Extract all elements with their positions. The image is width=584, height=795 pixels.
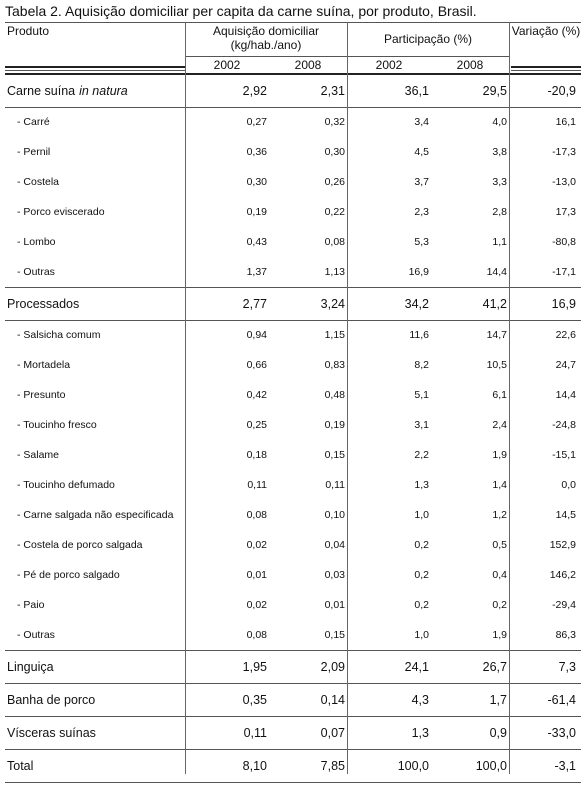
row-value: 2,09 xyxy=(320,659,345,674)
header-produto: Produto xyxy=(7,24,50,38)
row-value: 0,08 xyxy=(324,236,345,248)
row-value: 0,26 xyxy=(324,176,345,188)
row-value: 4,5 xyxy=(414,146,429,158)
row-value: 1,0 xyxy=(414,629,429,641)
table-row-item xyxy=(5,320,581,350)
header-variacao: Variação (%) xyxy=(511,24,581,38)
row-value: 0,5 xyxy=(492,539,507,551)
table-row-item xyxy=(5,440,581,470)
row-label: - Lombo xyxy=(17,236,56,248)
row-value: 0,08 xyxy=(246,509,267,521)
row-value: 6,1 xyxy=(492,389,507,401)
row-value: 0,42 xyxy=(246,389,267,401)
row-value: 0,27 xyxy=(246,116,267,128)
header-rule-right-a xyxy=(511,66,581,68)
row-value: 16,9 xyxy=(408,266,429,278)
row-value: 3,3 xyxy=(492,176,507,188)
row-value: 0,35 xyxy=(242,692,267,707)
row-value: 24,1 xyxy=(404,659,429,674)
row-value: 1,9 xyxy=(492,629,507,641)
row-value: 0,14 xyxy=(320,692,345,707)
row-value: 0,2 xyxy=(414,539,429,551)
table-row-item xyxy=(5,197,581,227)
row-value: 0,30 xyxy=(324,146,345,158)
year-participacao-2008: 2008 xyxy=(456,58,484,72)
row-value: 0,4 xyxy=(492,569,507,581)
row-divider xyxy=(5,782,581,783)
row-value: 14,5 xyxy=(555,509,576,521)
table-row-category xyxy=(5,749,581,782)
row-value: 3,4 xyxy=(414,116,429,128)
row-value: 3,7 xyxy=(414,176,429,188)
row-label: - Porco eviscerado xyxy=(17,206,105,218)
row-value: 0,36 xyxy=(246,146,267,158)
table-row-item xyxy=(5,620,581,650)
row-value: 0,2 xyxy=(414,569,429,581)
row-value: 10,5 xyxy=(486,359,507,371)
row-value: 0,02 xyxy=(246,539,267,551)
row-value: 0,10 xyxy=(324,509,345,521)
table-row-category xyxy=(5,650,581,683)
row-value: 0,07 xyxy=(320,725,345,740)
row-value: -29,4 xyxy=(552,599,576,611)
row-value: 0,94 xyxy=(246,329,267,341)
row-label: - Outras xyxy=(17,266,55,278)
table-row-item xyxy=(5,560,581,590)
row-label: - Carne salgada não especificada xyxy=(17,509,174,521)
table-row-item xyxy=(5,137,581,167)
row-value: -80,8 xyxy=(552,236,576,248)
row-value: 100,0 xyxy=(475,758,507,773)
year-aquisicao-2008: 2008 xyxy=(294,58,322,72)
row-value: 7,3 xyxy=(558,659,576,674)
row-value: 0,19 xyxy=(246,206,267,218)
row-value: 1,3 xyxy=(414,479,429,491)
row-value: 0,01 xyxy=(246,569,267,581)
header-rule-left-b xyxy=(5,70,185,71)
table-row-category xyxy=(5,716,581,749)
row-value: 0,11 xyxy=(243,725,267,740)
col-divider-3 xyxy=(509,22,510,774)
table-row-item xyxy=(5,227,581,257)
row-value: 14,4 xyxy=(555,389,576,401)
row-value: 1,1 xyxy=(492,236,507,248)
row-value: 0,19 xyxy=(324,419,345,431)
row-value: 2,8 xyxy=(492,206,507,218)
row-value: -17,3 xyxy=(552,146,576,158)
row-value: 0,02 xyxy=(246,599,267,611)
row-value: 0,08 xyxy=(246,629,267,641)
row-label: - Salame xyxy=(17,449,60,461)
row-value: 0,03 xyxy=(324,569,345,581)
row-value: 0,30 xyxy=(246,176,267,188)
col-divider-1 xyxy=(185,22,186,774)
row-label: - Salsicha comum xyxy=(17,329,101,341)
row-value: 1,95 xyxy=(242,659,267,674)
row-value: -20,9 xyxy=(547,83,576,98)
row-value: 29,5 xyxy=(482,83,507,98)
row-value: 4,0 xyxy=(492,116,507,128)
row-value: 0,48 xyxy=(324,389,345,401)
row-value: 0,11 xyxy=(325,479,345,491)
year-aquisicao-2002: 2002 xyxy=(213,58,241,72)
table-row-item xyxy=(5,380,581,410)
row-value: 0,04 xyxy=(324,539,345,551)
row-label: Banha de porco xyxy=(7,692,96,707)
table-row-item xyxy=(5,410,581,440)
row-value: 1,0 xyxy=(414,509,429,521)
row-value: 24,7 xyxy=(555,359,576,371)
row-value: 16,9 xyxy=(551,296,576,311)
row-value: -15,1 xyxy=(552,449,576,461)
row-value: 1,7 xyxy=(489,692,507,707)
row-value: 1,37 xyxy=(246,266,267,278)
row-value: 0,15 xyxy=(324,449,345,461)
row-value: 0,43 xyxy=(246,236,267,248)
table-row-item xyxy=(5,167,581,197)
row-label: Total xyxy=(7,758,34,773)
row-label: Processados xyxy=(7,296,80,311)
row-value: 2,2 xyxy=(414,449,429,461)
table-row-item xyxy=(5,350,581,380)
row-value: 1,9 xyxy=(492,449,507,461)
header-participacao: Participação (%) xyxy=(383,32,473,46)
row-label: - Pé de porco salgado xyxy=(17,569,120,581)
row-value: 0,83 xyxy=(324,359,345,371)
table-row-category xyxy=(5,287,581,320)
row-value: 3,8 xyxy=(492,146,507,158)
row-value: 8,2 xyxy=(414,359,429,371)
row-value: 0,66 xyxy=(246,359,267,371)
header-rule-right-b xyxy=(511,70,581,71)
row-label: - Carré xyxy=(17,116,50,128)
table-row-category xyxy=(5,74,581,107)
row-label: - Pernil xyxy=(17,146,51,158)
row-value: 0,01 xyxy=(324,599,345,611)
row-value: 2,4 xyxy=(492,419,507,431)
row-value: -61,4 xyxy=(547,692,576,707)
row-value: 0,11 xyxy=(247,479,267,491)
row-label: Carne suína in natura xyxy=(7,83,128,98)
row-value: 41,2 xyxy=(482,296,507,311)
row-value: 0,15 xyxy=(324,629,345,641)
row-value: 22,6 xyxy=(555,329,576,341)
row-label: - Toucinho defumado xyxy=(17,479,115,491)
row-value: 14,4 xyxy=(486,266,507,278)
row-value: 36,1 xyxy=(404,83,429,98)
row-value: 1,13 xyxy=(324,266,345,278)
row-label: - Toucinho fresco xyxy=(17,419,97,431)
row-value: 1,2 xyxy=(492,509,507,521)
row-value: 17,3 xyxy=(555,206,576,218)
table-caption: Tabela 2. Aquisição domiciliar per capita da carne suína, por produto, Brasil. xyxy=(5,3,477,19)
row-value: 2,77 xyxy=(242,296,267,311)
row-value: 4,3 xyxy=(411,692,429,707)
table-row-item xyxy=(5,107,581,137)
row-value: 1,15 xyxy=(324,329,345,341)
row-value: 34,2 xyxy=(404,296,429,311)
row-value: -17,1 xyxy=(552,266,576,278)
row-value: 14,7 xyxy=(486,329,507,341)
row-value: 8,10 xyxy=(242,758,267,773)
row-label: - Presunto xyxy=(17,389,66,401)
row-value: 3,24 xyxy=(320,296,345,311)
row-value: 1,3 xyxy=(411,725,429,740)
row-value: 1,4 xyxy=(492,479,507,491)
row-label: - Costela xyxy=(17,176,60,188)
row-value: 11,6 xyxy=(409,329,429,341)
table-row-item xyxy=(5,470,581,500)
header-aquisicao: Aquisição domiciliar (kg/hab./ano) xyxy=(212,24,320,52)
row-value: 100,0 xyxy=(397,758,429,773)
table-row-item xyxy=(5,257,581,287)
row-value: 2,3 xyxy=(414,206,429,218)
row-value: 0,22 xyxy=(324,206,345,218)
row-value: -13,0 xyxy=(552,176,576,188)
table-row-category xyxy=(5,683,581,716)
row-label: - Mortadela xyxy=(17,359,71,371)
row-value: 5,1 xyxy=(414,389,429,401)
row-value: 0,18 xyxy=(246,449,267,461)
row-value: -3,1 xyxy=(554,758,576,773)
row-value: 16,1 xyxy=(555,116,576,128)
table-top-rule xyxy=(5,22,581,23)
row-value: 0,2 xyxy=(492,599,507,611)
row-value: 152,9 xyxy=(549,539,576,551)
row-value: 0,25 xyxy=(246,419,267,431)
row-label: - Outras xyxy=(17,629,55,641)
row-value: 26,7 xyxy=(482,659,507,674)
row-value: -24,8 xyxy=(552,419,576,431)
row-value: 5,3 xyxy=(414,236,429,248)
row-label: - Paio xyxy=(17,599,45,611)
row-value: 3,1 xyxy=(414,419,429,431)
row-value: 7,85 xyxy=(320,758,345,773)
table-row-item xyxy=(5,590,581,620)
table-row-item xyxy=(5,500,581,530)
row-value: 2,31 xyxy=(320,83,345,98)
row-value: 146,2 xyxy=(549,569,576,581)
header-rule-left-a xyxy=(5,66,185,68)
row-value: 0,0 xyxy=(561,479,576,491)
row-label: - Costela de porco salgada xyxy=(17,539,143,551)
row-value: 86,3 xyxy=(555,629,576,641)
col-divider-2 xyxy=(347,22,348,774)
row-value: 0,32 xyxy=(324,116,345,128)
table-row-item xyxy=(5,530,581,560)
row-label: Vísceras suínas xyxy=(7,725,96,740)
row-value: -33,0 xyxy=(547,725,576,740)
row-value: 0,2 xyxy=(414,599,429,611)
row-label: Linguiça xyxy=(7,659,54,674)
row-value: 0,9 xyxy=(489,725,507,740)
row-value: 2,92 xyxy=(242,83,267,98)
year-participacao-2002: 2002 xyxy=(375,58,403,72)
